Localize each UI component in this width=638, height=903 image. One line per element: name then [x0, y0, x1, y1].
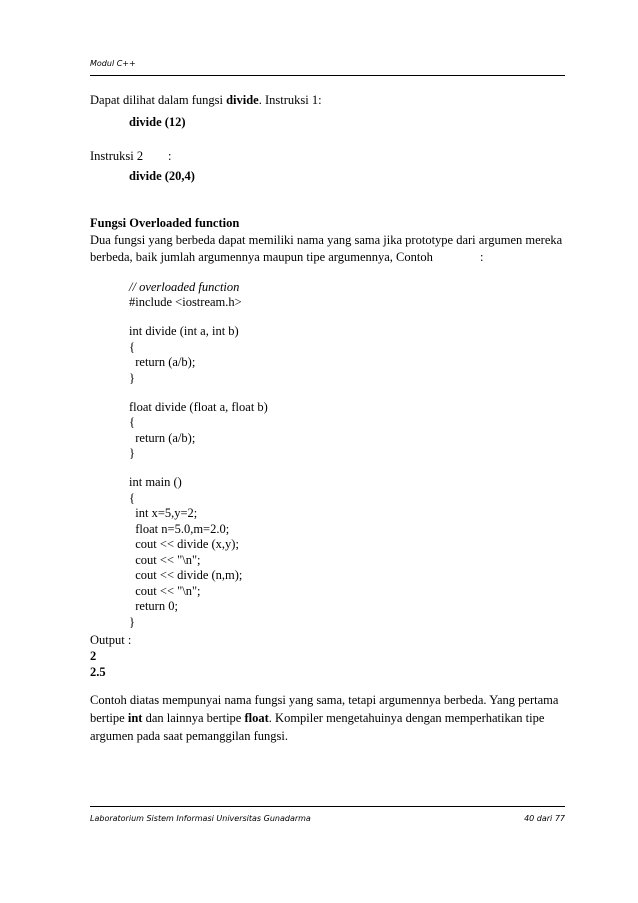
footer-rule [90, 806, 565, 807]
code-line: #include <iostream.h> [129, 295, 242, 309]
code-line: cout << divide (n,m); [129, 568, 243, 582]
text-span: bertipe [90, 711, 128, 725]
instruction-2-colon: : [168, 149, 172, 163]
paragraph-2-line-2 [90, 711, 544, 726]
instruction-1-code: divide (12) [129, 115, 186, 129]
text-span: . Kompiler mengetahuinya dengan memperhatikan tipe [268, 711, 545, 725]
paragraph-2-line-3: argumen pada saat pemanggilan fungsi. [90, 729, 288, 743]
code-line: // overloaded function [129, 280, 240, 294]
code-line: int divide (int a, int b) [129, 324, 239, 338]
code-line: { [129, 415, 135, 429]
section-title: Fungsi Overloaded function [90, 216, 240, 230]
code-line: int x=5,y=2; [129, 506, 198, 520]
intro-suffix: . Instruksi 1: [258, 93, 322, 107]
bold-int: int [127, 711, 143, 725]
bold-float: float [244, 711, 269, 725]
output-value: 2.5 [90, 665, 106, 679]
code-line: { [129, 340, 135, 354]
output-label: Output : [90, 633, 132, 647]
code-line: } [129, 446, 135, 460]
intro-text: Dapat dilihat dalam fungsi [90, 93, 227, 107]
code-line: cout << "\n"; [129, 584, 201, 598]
code-line: { [129, 491, 135, 505]
output-value: 2 [90, 649, 97, 663]
code-line: float n=5.0,m=2.0; [129, 522, 230, 536]
header-rule [90, 75, 565, 76]
code-line: int main () [129, 475, 182, 489]
intro-bold: divide [226, 93, 259, 107]
paragraph-1-line-2: berbeda, baik jumlah argumennya maupun tipe argumennya, Contoh [90, 250, 433, 264]
paragraph-1-line-1: Dua fungsi yang berbeda dapat memiliki nama yang sama jika prototype dari argumen mereka [90, 233, 563, 247]
intro-line [90, 93, 322, 108]
instruction-2-label: Instruksi 2 [90, 149, 144, 163]
code-line: return 0; [129, 599, 178, 613]
paragraph-1-colon: : [480, 250, 484, 264]
code-line: return (a/b); [129, 431, 196, 445]
footer-institution: Laboratorium Sistem Informasi Universitas Gunadarma [90, 814, 311, 823]
code-line: cout << divide (x,y); [129, 537, 239, 551]
code-line: } [129, 371, 135, 385]
instruction-2-code: divide (20,4) [129, 169, 195, 183]
page-number: 40 dari 77 [524, 814, 565, 823]
code-line: float divide (float a, float b) [129, 400, 268, 414]
running-header: Modul C++ [90, 59, 136, 68]
paragraph-2-line-1: Contoh diatas mempunyai nama fungsi yang sama, tetapi argumennya berbeda. Yang pertama [90, 693, 559, 707]
code-line: cout << "\n"; [129, 553, 201, 567]
code-line: return (a/b); [129, 355, 196, 369]
code-line: } [129, 615, 135, 629]
text-span: dan lainnya bertipe [142, 711, 245, 725]
